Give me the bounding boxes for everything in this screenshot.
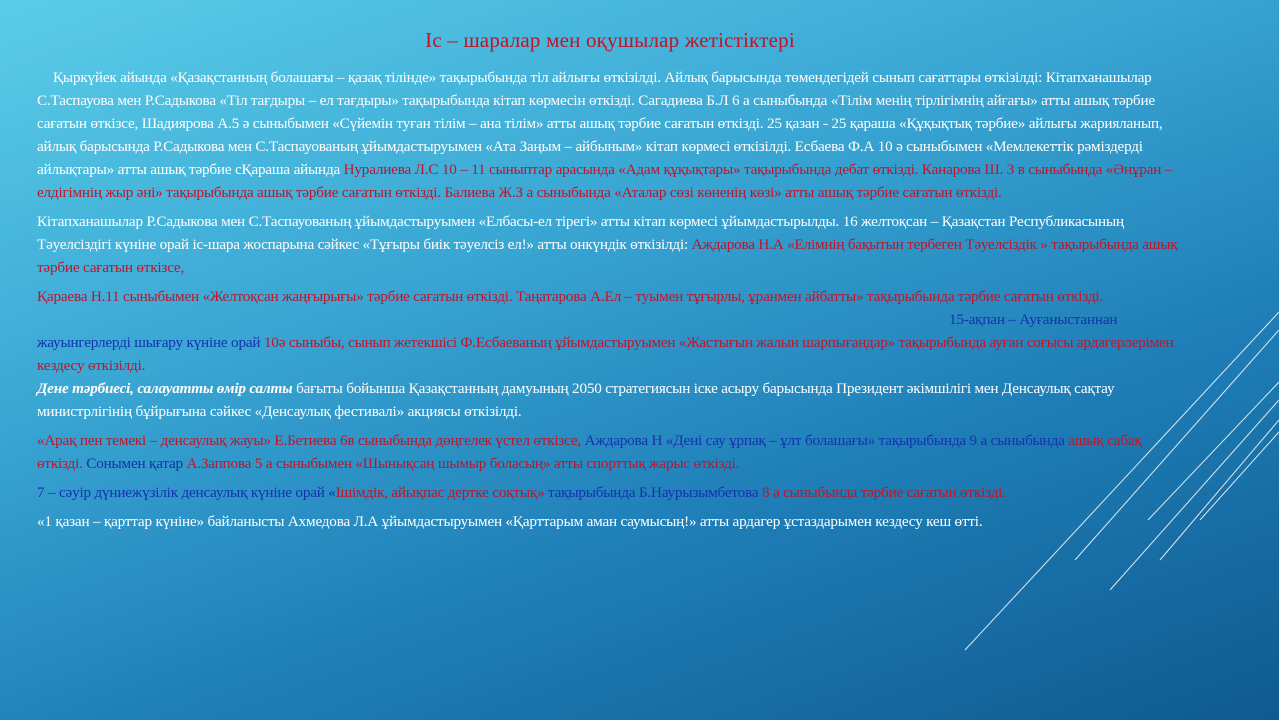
paragraph-health-day [37,481,1187,504]
paragraph-language-month [37,66,1187,204]
text-run: 7 – сәуір дүниежүзілік денсаулық күніне орай « [37,484,336,501]
text-run: «1 қазан – қарттар күніне» байланысты Ахмедова Л.А ұйымдастыруымен «Қарттарым аман саумысың!» атты ардагер ұстаздарымен кездесу кеш өтті. [37,513,983,530]
text-run: 15-ақпан – Ауғаныстаннан жауынгерлерді шығару күніне орай [37,311,1118,351]
slide-body [37,66,1187,539]
text-run: ашық сабақ өткізді. [37,432,1142,472]
text-run: Қыркүйек айында «Қазақстанның болашағы – қазақ тілінде» тақырыбында тіл айлығы өткізілді. Айлық барысында төмендегідей сынып сағаттары өткізілді: Кітапханашылар С.Таспауова мен Р.Садыкова «Тіл тағдыры – ел тағдыры» тақырыбында кітап көрмесін өткізді. Сагадиева Б.Л 6 а сыныбында «Тілім менің тірлігімнің айғағы» атты ашық тәрбие сағатын өткізсе, Шадиярова А.5 ә сыныбымен «Сүйемін туған тілім – ана тілім» атты ашық тәрбие сағатын өткізді. 25 қазан - 25 қараша «Құқықтық тәрбие» айлығы жарияланып, айлық барысында Р.Садыкова мен С.Таспауованың ұйымдастыруымен «Ата Заңым – айбыным» кітап көрмесі өткізілді. Есбаева Ф.А 10 ә сыныбымен «Мемлекеттік рәміздерді айлықтары» атты ашық тәрбие с [37,69,1163,178]
text-run: Қараева Н.11 сыныбымен «Желтоқсан жаңғырығы» тәрбие сағатын өткізді. Таңатарова А.Ел – туымен тұғырлы, ұранмен айбатты» тақырыбында тәрбие сағатын өткізді. [37,288,1103,305]
text-run: Қараша айында [241,161,344,178]
text-run: Кітапханашылар Р.Садыкова мен С.Таспауованың ұйымдастыруымен «Елбасы-ел тірегі» атты кітап көрмесі ұйымдастырылды. 16 желтоқсан – Қазақстан Республикасының Тәуелсіздігі күніне орай іс-шара жоспарына сәйкес «Тұғыры биік тәуелсіз ел!» атты онкүндік өткізілді: [37,213,1124,253]
text-run: бағыты бойынша Қазақстанның дамуының 2050 стратегиясын іске асыру барысында Президент әкімшілігі мен Денсаулық сақтау министрлігінің бұйрығына сәйкес «Денсаулық фестивалі» акциясы өткізілді. [37,380,1115,420]
text-run: Аталар сөзі көненің көзі» атты ашық тәрбие сағатын өткізді. [621,184,1002,201]
text-run: «Арақ пен темекі – денсаулық жауы» Е.Бетиева 6в сыныбында дөңгелек үстел өткізсе, [37,432,585,449]
text-run: Нуралиева Л.С 10 – 11 сыныптар арасында «Адам құқықтары» тақырыбында дебат өткізді. Канарова Ш. 3 в сыныбында «Әнұран – елдігімнің жыр әні» тақырыбында ашық тәрбие сағатын өткізді. Балиева Ж.З а сыныбында « [37,161,1173,201]
paragraph-elders-day [37,510,1187,533]
text-run-emphasis: Дене тәрбиесі, салауатты өмір салты [37,380,293,397]
text-run: А.Заппова 5 а сыныбымен «Шынықсаң шымыр боласың» атты спорттық жарыс өткізді. [186,455,740,472]
text-run: Аждарова Н «Дені сау ұрпақ – ұлт болашағы» тақырыбында 9 а сыныбында [584,432,1069,449]
paragraph-health-festival [37,377,1187,423]
text-run: Ішімдік, айықпас дертке соқтық» [335,484,549,501]
text-run: Сонымен қатар [86,455,187,472]
paragraph-independence [37,210,1187,279]
text-run: Аждарова Н.А «Елімнің бақытын тербеген Тәуелсіздік » тақырыбында ашық тәрбие сағатын өткізсе, [37,236,1178,276]
text-run: 10ә сыныбы, сынып жетекшісі Ф.Есбаеваның ұйымдастыруымен «Жастығын жалын шарпығандар» тақырыбында ауған соғысы ардагерлерімен кездесу өткізілді. [37,334,1174,374]
paragraph-events [37,285,1187,377]
text-run: 8 ә сыныбында тәрбие сағатын өткізді. [761,484,1006,501]
slide-title: Іс – шаралар мен оқушылар жетістіктері [425,28,795,52]
paragraph-health-events [37,429,1187,475]
text-run: тақырыбында Б.Наурызымбетова [548,484,762,501]
